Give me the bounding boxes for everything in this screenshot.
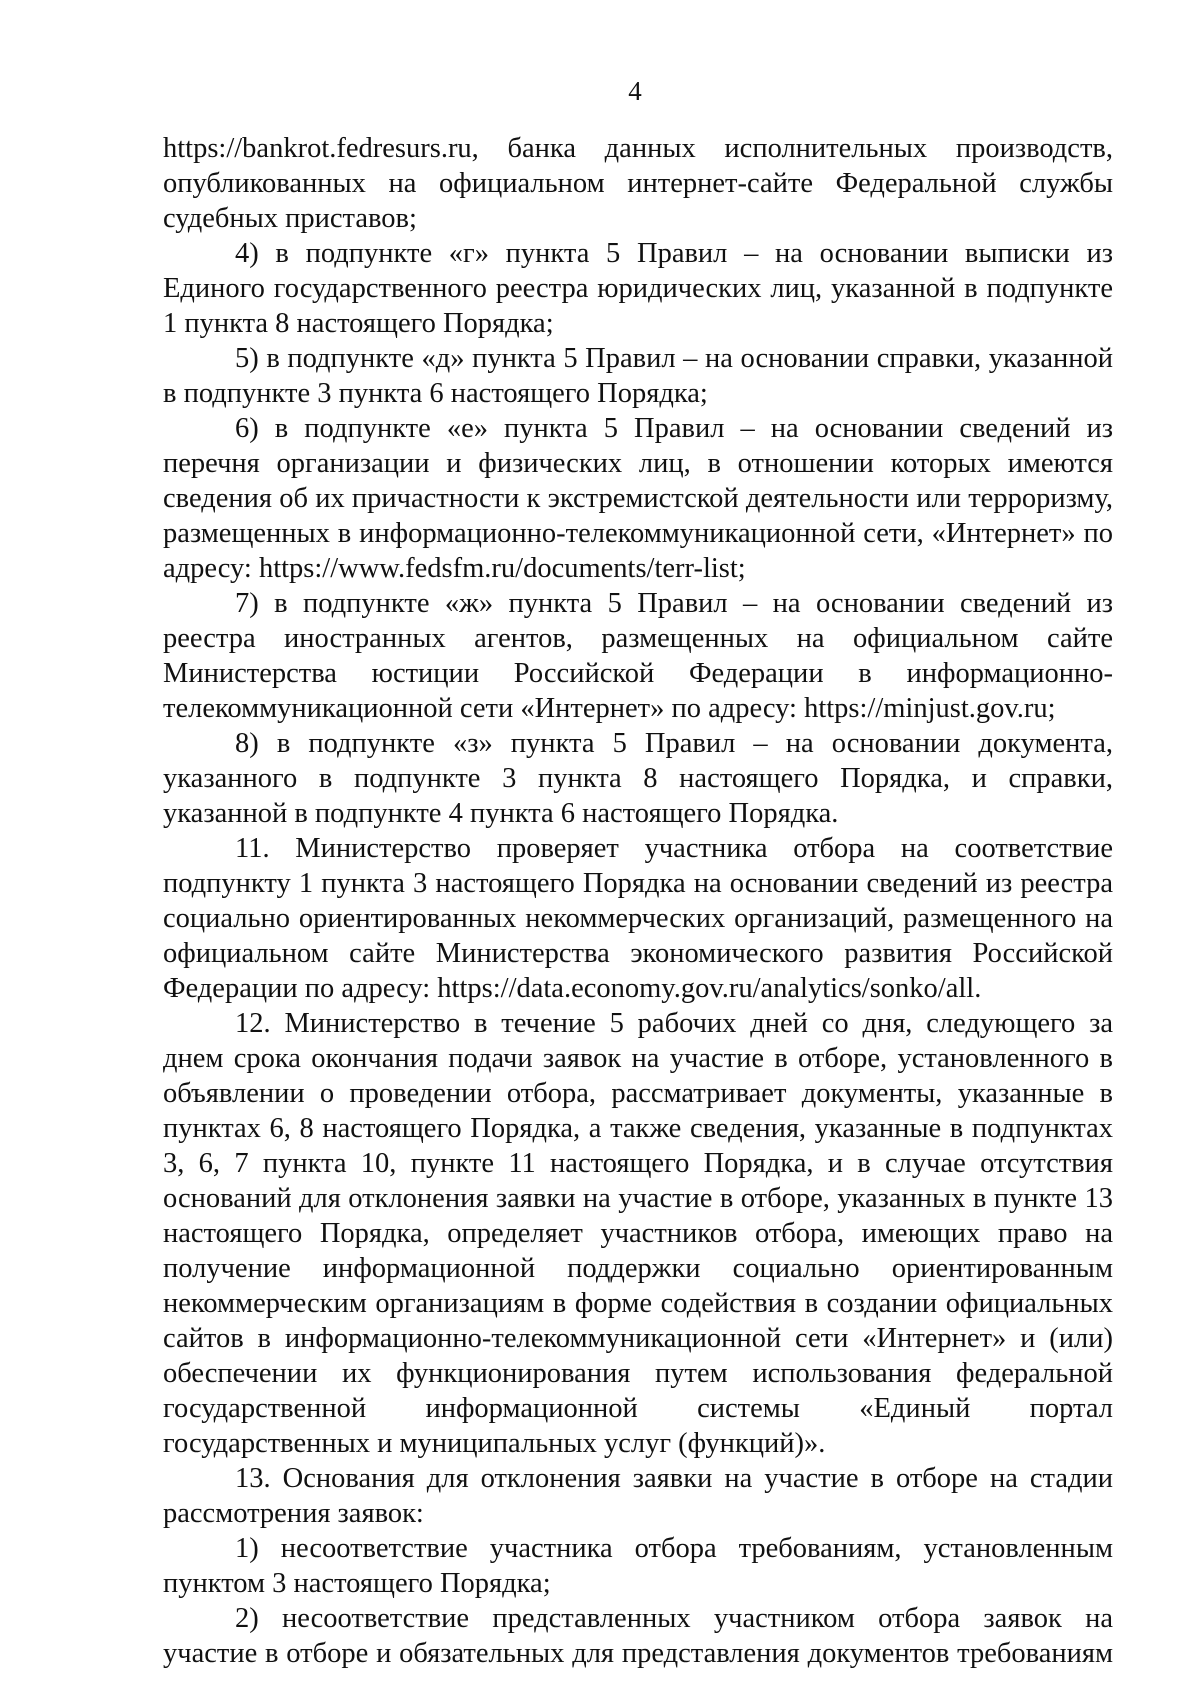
- paragraph-clause-12: 12. Министерство в течение 5 рабочих дней со дня, следующего за днем срока окончания подачи заявок на участие в отборе, установленного в объявлении о проведении отбора, рассматривает документы, указанные в пунктах 6, 8 настоящего Порядка, а также сведения, указанные в подпунктах 3, 6, 7 пункта 10, пункте 11 настоящего Порядка, и в случае отсутствия оснований для отклонения заявки на участие в отборе, указанных в пункте 13 настоящего Порядка, определяет участников отбора, имеющих право на получение информационной поддержки социально ориентированным некоммерческим организациям в форме содействия в создании официальных сайтов в информационно-телекоммуникационной сети «Интернет» и (или) обеспечении их функционирования путем использования федеральной государственной информационной системы «Единый портал государственных и муниципальных услуг (функций)».: [163, 1008, 1113, 1459]
- paragraph-item-8: 8) в подпункте «з» пункта 5 Правил – на основании документа, указанного в подпункте 3 пункта 8 настоящего Порядка, и справки, указанной в подпункте 4 пункта 6 настоящего Порядка.: [163, 728, 1113, 829]
- paragraph-item-6: 6) в подпункте «е» пункта 5 Правил – на основании сведений из перечня организации и физических лиц, в отношении которых имеются сведения об их причастности к экстремистской деятельности или терроризму, размещенных в информационно-телекоммуникационной сети, «Интернет» по адресу: https://www.fedsfm.ru/documents/terr-list;: [163, 413, 1113, 584]
- document-body: [163, 131, 1113, 1671]
- paragraph-clause-13-item-2: 2) несоответствие представленных участником отбора заявок на участие в отборе и обязательных для представления документов требованиям: [163, 1603, 1113, 1669]
- paragraph-item-7: 7) в подпункте «ж» пункта 5 Правил – на основании сведений из реестра иностранных агентов, размещенных на официальном сайте Министерства юстиции Российской Федерации в информационно-телекоммуникационной сети «Интернет» по адресу: https://minjust.gov.ru;: [163, 588, 1113, 724]
- paragraph-clause-11: 11. Министерство проверяет участника отбора на соответствие подпункту 1 пункта 3 настоящего Порядка на основании сведений из реестра социально ориентированных некоммерческих организаций, размещенного на официальном сайте Министерства экономического развития Российской Федерации по адресу: https://data.economy.gov.ru/analytics/sonko/all.: [163, 833, 1113, 1004]
- paragraph-clause-13: 13. Основания для отклонения заявки на участие в отборе на стадии рассмотрения заявок:: [163, 1463, 1113, 1529]
- paragraph-clause-13-item-1: 1) несоответствие участника отбора требованиям, установленным пунктом 3 настоящего Порядка;: [163, 1533, 1113, 1599]
- paragraph-continuation: https://bankrot.fedresurs.ru, банка данных исполнительных производств, опубликованных на официальном интернет-сайте Федеральной службы судебных приставов;: [163, 133, 1113, 234]
- paragraph-item-5: 5) в подпункте «д» пункта 5 Правил – на основании справки, указанной в подпункте 3 пункта 6 настоящего Порядка;: [163, 343, 1113, 409]
- page-number: 4: [628, 76, 642, 106]
- paragraph-item-4: 4) в подпункте «г» пункта 5 Правил – на основании выписки из Единого государственного реестра юридических лиц, указанной в подпункте 1 пункта 8 настоящего Порядка;: [163, 238, 1113, 339]
